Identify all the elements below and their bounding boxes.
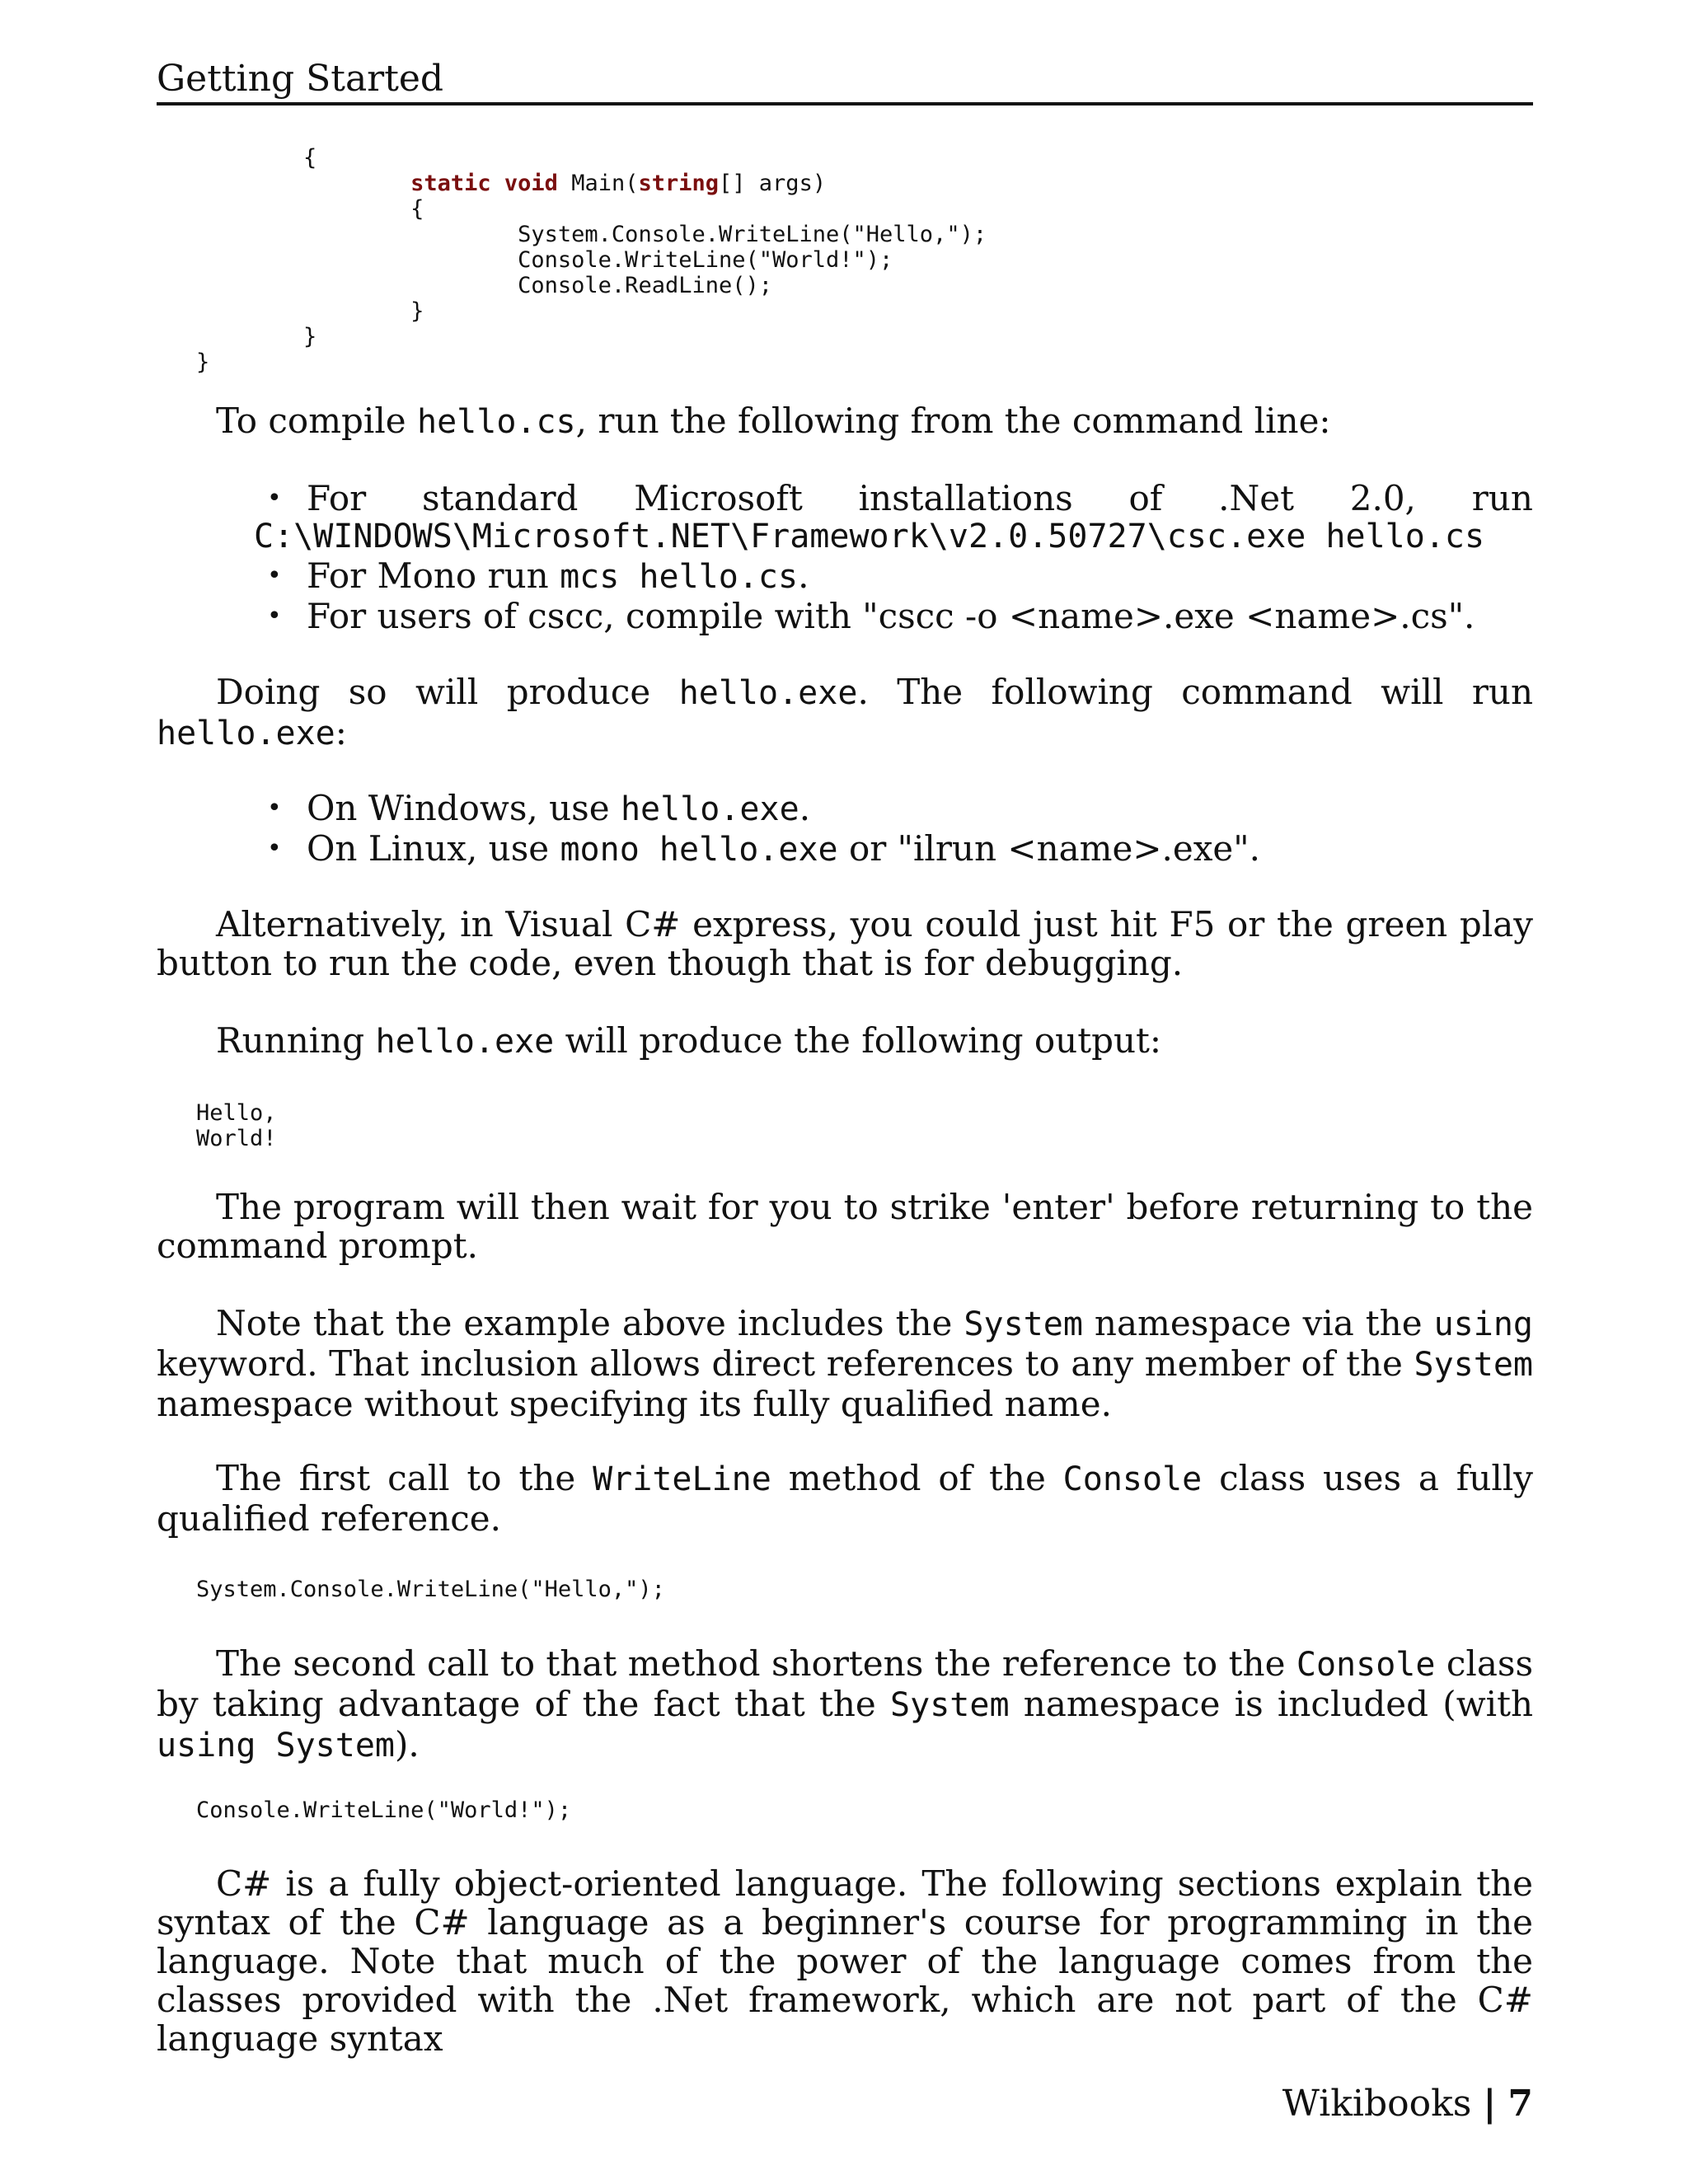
code-keyword: void: [504, 171, 558, 196]
code-line: Console.WriteLine("World!");: [518, 247, 893, 273]
page-footer: [1282, 2081, 1533, 2127]
code-text: [] args): [719, 171, 827, 196]
code-line: Hello,: [196, 1100, 277, 1126]
bullet-icon: •: [267, 834, 282, 863]
inline-code: System: [1414, 1346, 1533, 1384]
inline-code: C:\WINDOWS\Microsoft.NET\Framework\v2.0.50727\csc.exe hello.cs: [254, 518, 1485, 555]
inline-code: Console: [1296, 1646, 1436, 1684]
code-block-second-call: Console.WriteLine("World!");: [196, 1797, 572, 1823]
paragraph-produce: Doing so will produce hello.exe. The following command will run hello.exe:: [157, 672, 1533, 752]
inline-code: hello.exe: [157, 715, 335, 752]
header-rule: [157, 102, 1533, 105]
compile-options-list: [254, 479, 1533, 518]
code-block-first-call: System.Console.WriteLine("Hello,");: [196, 1577, 665, 1602]
code-line: [196, 171, 410, 196]
compile-options-list-cont: [254, 556, 1533, 635]
code-text: Main(: [557, 171, 639, 196]
list-item: • For users of cscc, compile with "cscc -o <name>.exe <name>.cs".: [267, 596, 1475, 636]
inline-code: WriteLine: [593, 1460, 771, 1498]
running-header: Getting Started: [157, 58, 444, 100]
code-line: [196, 145, 303, 171]
paragraph-second-call: The second call to that method shortens the reference to the Console class by taking advantage of the fact that the System namespace is included (with using System).: [157, 1643, 1534, 1765]
inline-code: mono hello.exe: [560, 831, 838, 869]
code-line: }: [196, 349, 210, 375]
paragraph-wait: The program will then wait for you to strike 'enter' before returning to the command prompt.: [157, 1187, 1533, 1266]
paragraph-object-oriented: C# is a fully object-oriented language. The following sections explain the syntax of the C# language as a beginner's course for programming in the language. Note that much of the power of the language comes from the classes provided with the .Net framework, which are not part of the C# language syntax: [157, 1863, 1533, 2059]
bullet-icon: •: [267, 794, 282, 823]
code-line: }: [410, 298, 424, 324]
inline-code: hello.exe: [620, 790, 799, 828]
inline-code: System: [964, 1305, 1083, 1343]
list-item: • On Linux, use mono hello.exe or "ilrun <name>.exe".: [267, 828, 1260, 869]
paragraph-namespace: Note that the example above includes the System namespace via the using keyword. That inclusion allows direct references to any member of the System namespace without specifying its fully qualified name.: [157, 1303, 1534, 1424]
run-options-list: [254, 789, 1533, 869]
code-line: {: [410, 196, 424, 222]
list-item-text: [307, 479, 1533, 518]
page-number: 7: [1507, 2083, 1533, 2125]
footer-separator: |: [1483, 2083, 1497, 2125]
code-line: Console.ReadLine();: [518, 273, 772, 298]
list-item: [254, 479, 1533, 518]
inline-code: Console: [1062, 1460, 1203, 1498]
paragraph-compile: To compile hello.cs, run the following from the command line:: [216, 401, 1331, 441]
bullet-icon: •: [267, 602, 282, 630]
code-keyword: string: [638, 171, 720, 196]
word: For: [307, 478, 367, 518]
paragraph-alternatively: Alternatively, in Visual C# express, you could just hit F5 or the green play button to run the code, even though that is for debugging.: [157, 904, 1533, 983]
bullet-icon: •: [267, 484, 282, 513]
word: installations: [858, 478, 1073, 518]
paragraph-first-call: The first call to the WriteLine method of the Console class uses a fully qualified reference.: [157, 1458, 1533, 1539]
list-item: • For Mono run mcs hello.cs.: [267, 555, 809, 596]
document-page: [157, 0, 1533, 2184]
code-line: System.Console.WriteLine("Hello,");: [518, 222, 987, 247]
word: of: [1128, 478, 1163, 518]
code-line: World!: [196, 1126, 277, 1151]
list-item: • On Windows, use hello.exe.: [267, 788, 811, 828]
word: 2.0,: [1349, 478, 1416, 518]
word: standard: [422, 478, 579, 518]
code-line: }: [303, 324, 317, 349]
inline-code: using: [1433, 1305, 1534, 1343]
code-line: {: [303, 145, 317, 171]
code-keyword: static: [410, 171, 491, 196]
inline-code: hello.exe: [375, 1023, 555, 1061]
inline-code: hello.cs: [416, 403, 576, 441]
word: run: [1471, 478, 1533, 518]
bullet-icon: •: [267, 561, 282, 590]
code-block-output: [196, 1100, 277, 1151]
paragraph-running: Running hello.exe will produce the following output:: [216, 1020, 1162, 1061]
word: .Net: [1218, 478, 1294, 518]
inline-code: hello.exe: [678, 674, 858, 712]
inline-code: using System: [157, 1727, 395, 1765]
word: Microsoft: [634, 478, 803, 518]
code-block-main: [196, 145, 987, 375]
inline-code: mcs hello.cs: [560, 558, 799, 596]
inline-code: System: [890, 1686, 1010, 1724]
footer-label: Wikibooks: [1282, 2083, 1472, 2125]
